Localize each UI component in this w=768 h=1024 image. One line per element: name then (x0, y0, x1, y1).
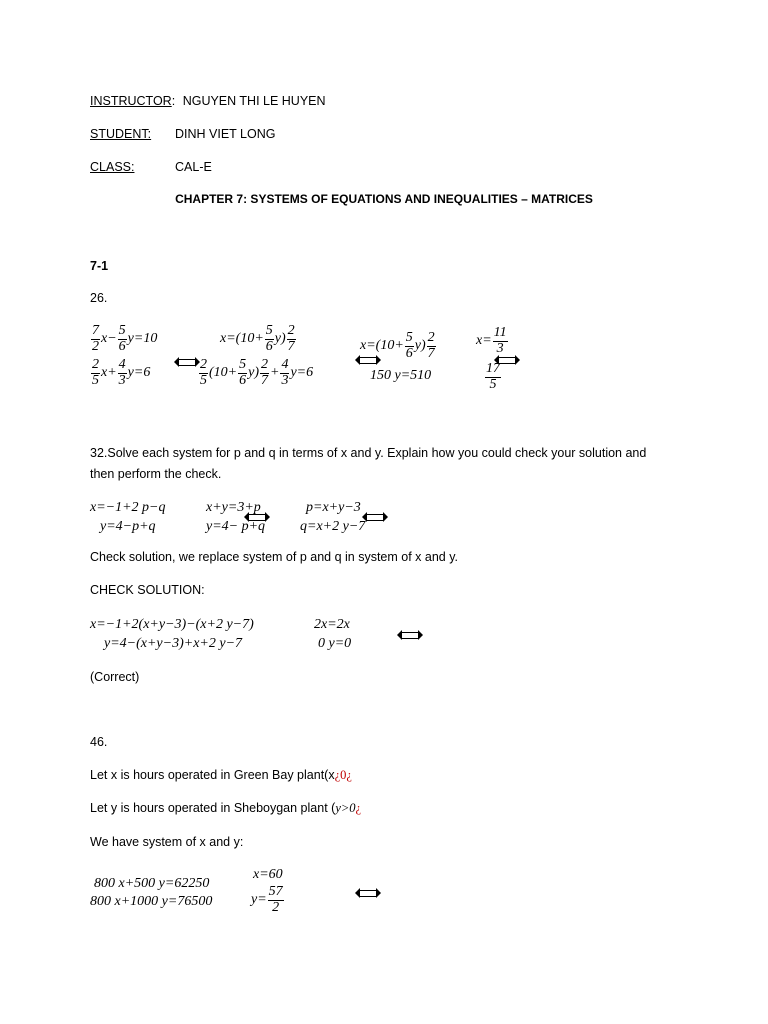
math-term: y=6 (290, 365, 314, 380)
math-term: y= (251, 892, 267, 908)
p26-system-2 (198, 323, 313, 391)
let-x-line: Let x is hours operated in Green Bay plant(x¿0¿ (90, 768, 352, 782)
p32-s2-row2: y=4− p+q (206, 519, 266, 534)
fraction-numerator: 2 (427, 329, 435, 345)
fraction-denominator: 6 (239, 372, 247, 388)
math-term: y=10 (127, 331, 158, 346)
fraction-denominator: 3 (118, 372, 126, 388)
p26-s2-row1 (198, 323, 313, 355)
fraction-denominator: 5 (200, 372, 207, 388)
p32-c1-row1: x=−1+2(x+y−3)−(x+2 y−7) (90, 617, 254, 632)
fraction-denominator: 7 (427, 345, 435, 361)
equivalence-arrow (178, 359, 196, 366)
math-term: y) (274, 331, 286, 346)
p46-s1-row1: 800 x+500 y=62250 (94, 876, 210, 891)
fraction-numerator: 4 (118, 356, 126, 372)
instructor-label: INSTRUCTOR (90, 94, 172, 108)
problem-46-number: 46. (90, 735, 108, 749)
instructor-name: NGUYEN THI LE HUYEN (182, 94, 326, 108)
fraction (405, 331, 414, 361)
p46-s2-row1: x=60 (253, 867, 283, 882)
fraction (118, 324, 127, 354)
check-explanation: Check solution, we replace system of p and q in system of x and y. (90, 550, 458, 564)
fraction-denominator: 2 (92, 338, 99, 354)
fraction (199, 358, 208, 388)
p32-s3-row2: q=x+2 y−7 (300, 519, 366, 534)
math-term: x=(10+ (360, 338, 404, 353)
fraction-numerator: 2 (92, 356, 99, 372)
p26-system-1 (90, 323, 157, 391)
fraction (427, 331, 436, 361)
p46-s1-row2: 800 x+1000 y=76500 (90, 894, 213, 909)
let-x-math: ¿0¿ (334, 768, 352, 782)
p26-s4-row2 (476, 359, 509, 395)
check-result: (Correct) (90, 670, 140, 684)
p32-s1-row2: y=4−p+q (100, 519, 156, 534)
math-term: x=(10+ (220, 331, 264, 346)
fraction (260, 358, 269, 388)
p32-system-3 (300, 498, 365, 536)
problem-32-prompt-line1: 32.Solve each system for p and q in terms of x and y. Explain how you could check your solution and (90, 446, 647, 460)
check-heading: CHECK SOLUTION: (90, 583, 205, 597)
fraction-denominator: 5 (489, 376, 497, 392)
chapter-title: CHAPTER 7: SYSTEMS OF EQUATIONS AND INEQUALITIES – MATRICES (175, 192, 593, 206)
p46-system-1 (90, 875, 212, 911)
equivalence-arrow (401, 632, 419, 639)
fraction (485, 362, 501, 392)
instructor-line (90, 94, 326, 108)
section-heading: 7-1 (90, 259, 109, 273)
fraction (268, 885, 284, 915)
fraction (265, 324, 274, 354)
problem-26-number: 26. (90, 291, 108, 305)
p26-s1-row2 (90, 355, 157, 391)
math-term: y) (248, 365, 259, 380)
let-y-math: y>0 (335, 801, 356, 815)
fraction-numerator: 5 (265, 322, 273, 338)
instructor-colon: : (171, 94, 176, 108)
p26-s4-row1 (476, 323, 509, 359)
fraction-numerator: 57 (268, 884, 283, 899)
p32-c2-row1: 2x=2x (314, 617, 350, 632)
p32-system-2 (206, 498, 265, 536)
math-term: x= (476, 333, 492, 348)
student-label: STUDENT: (90, 127, 152, 141)
student-name: DINH VIET LONG (175, 127, 276, 141)
problem-32-prompt-line2: then perform the check. (90, 467, 222, 481)
p26-s1-row1 (90, 323, 157, 355)
let-y-line: Let y is hours operated in Sheboygan plant (y>0¿ (90, 801, 362, 815)
fraction-numerator: 11 (493, 324, 507, 340)
class-name: CAL-E (175, 160, 212, 174)
fraction-numerator: 5 (239, 356, 247, 372)
math-term: 150 y=510 (370, 368, 432, 383)
fraction-denominator: 7 (261, 372, 268, 388)
fraction-denominator: 6 (265, 338, 273, 354)
p26-s3-row2 (360, 362, 437, 390)
fraction-denominator: 2 (272, 899, 280, 915)
fraction-numerator: 2 (200, 356, 207, 372)
math-term: (10+ (209, 365, 238, 380)
fraction-numerator: 4 (281, 356, 289, 372)
fraction-denominator: 7 (287, 338, 295, 354)
p32-c1-row2: y=4−(x+y−3)+x+2 y−7 (104, 636, 243, 651)
p32-check-system-2 (314, 615, 351, 653)
p32-system-1 (90, 498, 166, 536)
p32-s2-row1: x+y=3+p (206, 500, 261, 515)
class-label: CLASS: (90, 160, 135, 174)
fraction-denominator: 3 (281, 372, 289, 388)
fraction (91, 324, 100, 354)
p26-s3-row1 (360, 330, 437, 362)
math-term: y) (414, 338, 426, 353)
p32-check-system-1 (90, 615, 254, 653)
fraction (118, 358, 127, 388)
fraction (238, 358, 247, 388)
fraction-denominator: 6 (118, 338, 126, 354)
fraction-denominator: 5 (92, 372, 99, 388)
p26-system-3 (360, 330, 437, 390)
fraction-numerator: 7 (92, 322, 99, 338)
p46-s2-row2 (251, 885, 285, 915)
let-y-tail: ¿ (355, 801, 362, 815)
fraction-numerator: 17 (486, 360, 500, 376)
fraction-denominator: 6 (405, 345, 413, 361)
math-term: x− (101, 331, 117, 346)
p32-s1-row1: x=−1+2 p−q (90, 500, 166, 515)
fraction (287, 324, 296, 354)
equivalence-arrow (359, 890, 377, 897)
fraction-numerator: 2 (261, 356, 268, 372)
fraction (493, 326, 508, 356)
p46-system-2 (251, 865, 285, 915)
math-term: x+ (101, 365, 117, 380)
p26-s2-row2 (198, 355, 313, 391)
fraction (280, 358, 289, 388)
fraction-numerator: 5 (118, 322, 126, 338)
math-term: + (270, 365, 280, 380)
p26-system-4 (476, 323, 509, 395)
fraction (91, 358, 100, 388)
fraction-denominator: 3 (496, 340, 504, 356)
math-term: y=6 (127, 365, 151, 380)
equivalence-arrow (366, 514, 384, 521)
fraction-numerator: 5 (405, 329, 413, 345)
p32-s3-row1: p=x+y−3 (306, 500, 361, 515)
p32-c2-row2: 0 y=0 (318, 636, 352, 651)
have-system: We have system of x and y: (90, 835, 244, 849)
fraction-numerator: 2 (287, 322, 295, 338)
